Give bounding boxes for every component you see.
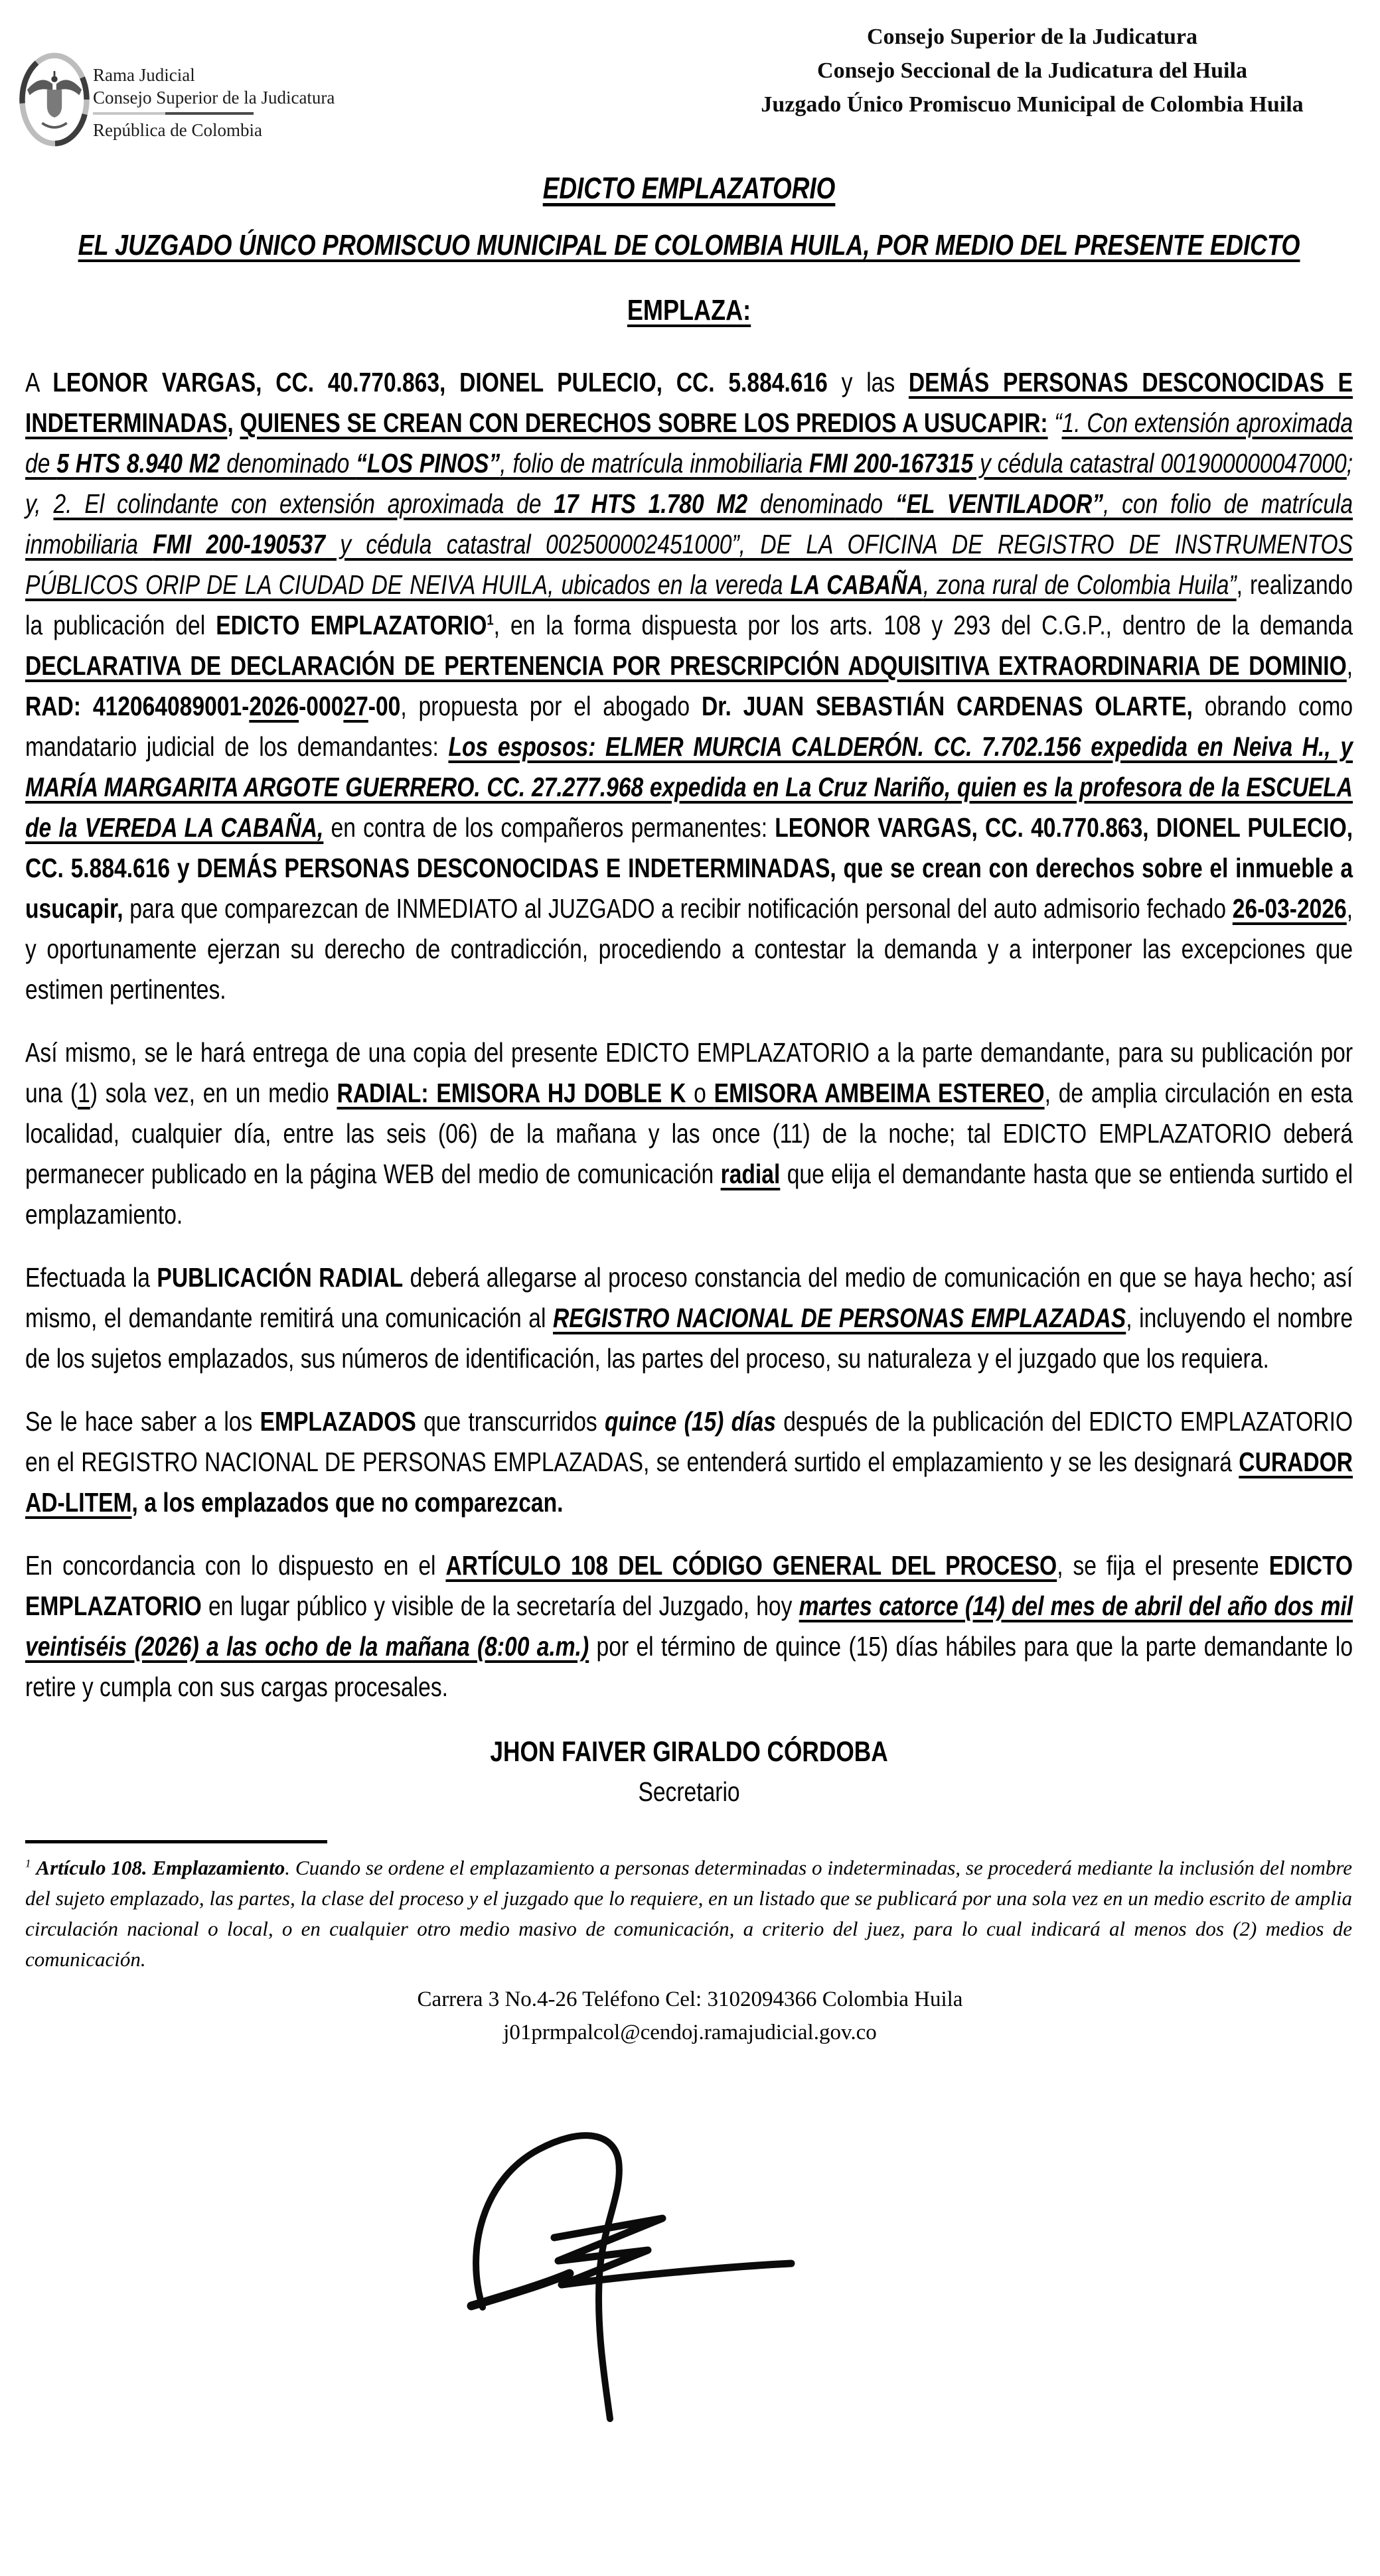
footer-address: Carrera 3 No.4-26 Teléfono Cel: 3102094366 Colombia Huila xyxy=(417,1987,963,2011)
signature-scribble-icon xyxy=(412,2120,823,2425)
footer-email: j01prmpalcol@cendoj.ramajudicial.gov.co xyxy=(503,2021,877,2044)
paragraph-emplazamiento: A LEONOR VARGAS, CC. 40.770.863, DIONEL PULECIO, CC. 5.884.616 y las DEMÁS PERSONAS DESCONOCIDAS E INDETERMINADAS, QUIENES SE CREAN CON DERECHOS SOBRE LOS PREDIOS A USUCAPIR: “1. Con extensión aproximada de 5 HTS 8.940 M2 denominado “LOS PINOS”, folio de matrícula inmobiliaria FMI 200-167315 y cédula catastral 001900000047000; y, 2. El colindante con extensión aproximada de 17 HTS 1.780 M2 denominado “EL VENTILADOR”, con folio de matrícula inmobiliaria FMI 200-190537 y cédula catastral 002500002451000”, DE LA OFICINA DE REGISTRO DE INSTRUMENTOS PÚBLICOS ORIP DE LA CIUDAD DE NEIVA HUILA, ubicados en la vereda LA CABAÑA, zona rural de Colombia Huila”, realizando la publicación del EDICTO EMPLAZATORIO$^1$, en la forma dispuesta por los arts. 108 y 293 del C.G.P., dentro de la demanda DECLARATIVA DE DECLARACIÓN DE PERTENENCIA POR PRESCRIPCIÓN ADQUISITIVA EXTRAORDINARIA DE DOMINIO, RAD: 412064089001-2026-00027-00, propuesta por el abogado Dr. JUAN SEBASTIÁN CARDENAS OLARTE, obrando como mandatario judicial de los demandantes: Los esposos: ELMER MURCIA CALDERÓN. CC. 7.702.156 expedida en Neiva H., y MARÍA MARGARITA ARGOTE GUERRERO. CC. 27.277.968 expedida en La Cruz Nariño, quien es la profesora de la ESCUELA de la VEREDA LA CABAÑA, en contra de los compañeros permanentes: LEONOR VARGAS, CC. 40.770.863, DIONEL PULECIO, CC. 5.884.616 y DEMÁS PERSONAS DESCONOCIDAS E INDETERMINADAS, que se crean con derechos sobre el inmueble a usucapir, para que comparezcan de INMEDIATO al JUZGADO a recibir notificación personal del auto admisorio fechado 26-03-2026, y oportunamente ejerzan su derecho de contradicción, procediendo a contestar la demanda y a interponer las excepciones que estimen pertinentes. xyxy=(25,367,1353,1005)
letterhead-right xyxy=(717,20,1347,121)
paragraph-publicacion-radial: Así mismo, se le hará entrega de una copia del presente EDICTO EMPLAZATORIO a la parte demandante, para su publicación por una (1) sola vez, en un medio RADIAL: EMISORA HJ DOBLE K o EMISORA AMBEIMA ESTEREO, de amplia circulación en esta localidad, cualquier día, entre las seis (06) de la mañana y las once (11) de la noche; tal EDICTO EMPLAZATORIO deberá permanecer publicado en la página WEB del medio de comunicación radial que elija el demandante hasta que se entienda surtido el emplazamiento. xyxy=(25,1037,1353,1230)
letterhead-right-line3: Juzgado Único Promiscuo Municipal de Colombia Huila xyxy=(761,92,1304,117)
letterhead-left-line1: Rama Judicial xyxy=(93,65,195,85)
letterhead-left-line3: República de Colombia xyxy=(93,120,262,140)
letterhead-right-line2: Consejo Seccional de la Judicatura del Huila xyxy=(817,58,1247,83)
letterhead-left-line2: Consejo Superior de la Judicatura xyxy=(93,88,335,107)
paragraph-plazo-quince-dias: Se le hace saber a los EMPLAZADOS que transcurridos quince (15) días después de la publicación del EDICTO EMPLAZATORIO en el REGISTRO NACIONAL DE PERSONAS EMPLAZADAS, se entenderá surtido el emplazamiento y se les designará CURADOR AD-LITEM, a los emplazados que no comparezcan. xyxy=(25,1406,1353,1518)
footnote-separator xyxy=(25,1840,327,1843)
document-body xyxy=(25,170,1353,1811)
footnote-text: $^1$ Artículo 108. Emplazamiento. Cuando se ordene el emplazamiento a personas determinadas o indeterminadas, se procederá mediante la inclusión del nombre del sujeto emplazado, las partes, la clase del proceso y el juzgado que lo requiere, en un listado que se publicará por una sola vez en un medio escrito de amplia circulación nacional o local, o en cualquier otro medio masivo de comunicación, a criterio del juez, para lo cual indicará al menos dos (2) medios de comunicación. xyxy=(25,1856,1353,1971)
letterhead-left xyxy=(93,64,335,141)
paragraph-registro-constancia: Efectuada la PUBLICACIÓN RADIAL deberá allegarse al proceso constancia del medio de comunicación en que se haya hecho; así mismo, el demandante remitirá una comunicación al REGISTRO NACIONAL DE PERSONAS EMPLAZADAS, incluyendo el nombre de los sujetos emplazados, sus números de identificación, las partes del proceso, su naturaleza y el juzgado que los requiera. xyxy=(25,1262,1353,1374)
emplaza-heading: EMPLAZA: xyxy=(627,294,751,326)
letterhead-right-line1: Consejo Superior de la Judicatura xyxy=(866,25,1198,49)
signatory-role: Secretario xyxy=(638,1776,740,1807)
letterhead xyxy=(0,0,1380,166)
rama-judicial-seal-icon xyxy=(17,49,92,150)
letterhead-divider xyxy=(93,112,254,115)
document-title: EDICTO EMPLAZATORIO xyxy=(542,171,836,205)
document-subtitle: EL JUZGADO ÚNICO PROMISCUO MUNICIPAL DE COLOMBIA HUILA, POR MEDIO DEL PRESENTE EDICTO xyxy=(78,229,1300,261)
signatory-name: JHON FAIVER GIRALDO CÓRDOBA xyxy=(490,1736,888,1768)
paragraph-fijacion-edicto: En concordancia con lo dispuesto en el ARTÍCULO 108 DEL CÓDIGO GENERAL DEL PROCESO, se fija el presente EDICTO EMPLAZATORIO en lugar público y visible de la secretaría del Juzgado, hoy martes catorce (14) del mes de abril del año dos mil veintiséis (2026) a las ocho de la mañana (8:00 a.m.) por el término de quince (15) días hábiles para que la parte demandante lo retire y cumpla con sus cargas procesales. xyxy=(25,1550,1353,1702)
signature-block xyxy=(25,1731,1353,1811)
